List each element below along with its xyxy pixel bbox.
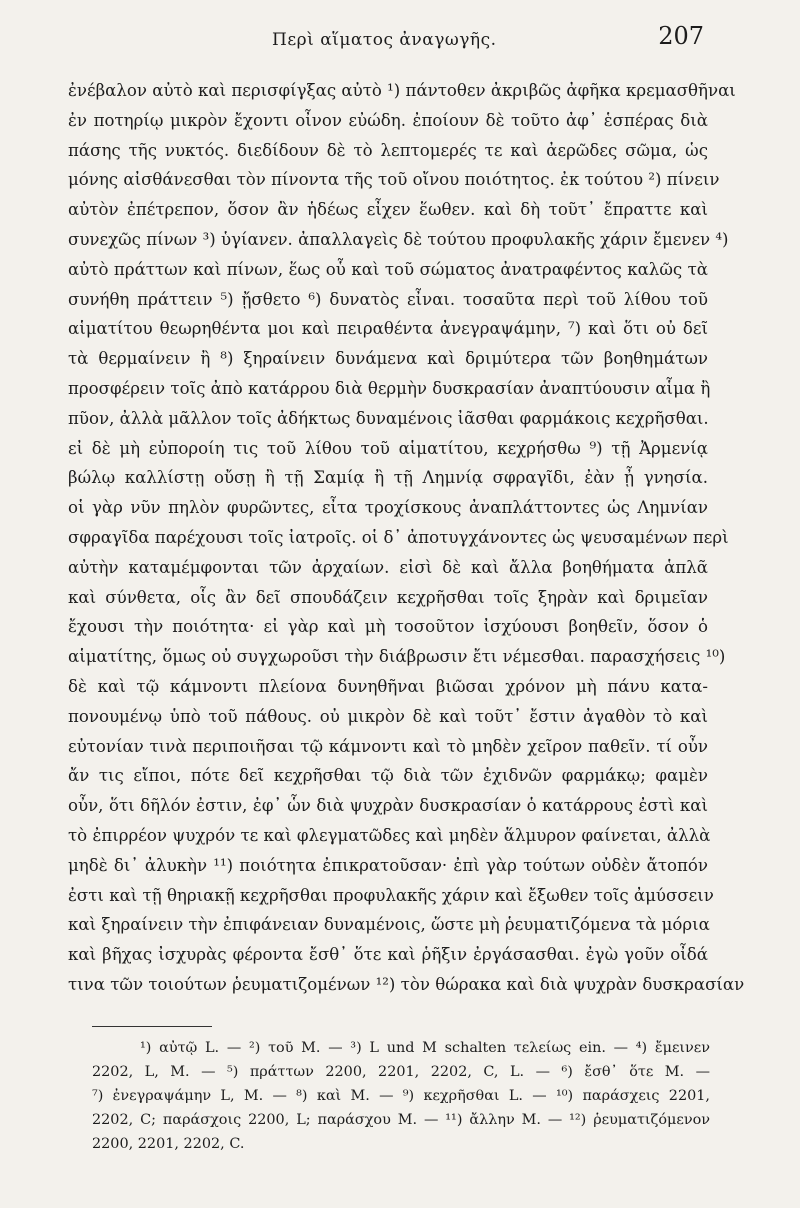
- main-text: [68, 76, 745, 1000]
- text-line: αὐτὸν ἐπέτρεπον, ὅσον ἂν ἡδέως εἶχεν ἕωθεν. καὶ δὴ τοῦτ᾽ ἔπραττε καὶ: [68, 200, 708, 220]
- text-line: οὖν, ὅτι δῆλόν ἐστιν, ἐφ᾽ ὧν διὰ ψυχρὰν δυσκρασίαν ὁ κατάρρους ἐστὶ καὶ: [68, 796, 708, 816]
- text-line: εὐτονίαν τινὰ περιποιῆσαι τῷ κάμνοντι καὶ τὸ μηδὲν χεῖρον παθεῖν. τί οὖν: [68, 736, 708, 756]
- text-line: μηδὲ δι᾽ ἀλυκὴν ¹¹) ποιότητα ἐπικρατοῦσαν· ἐπὶ γὰρ τούτων οὐδὲν ἄτοπόν: [68, 855, 708, 875]
- text-line: καὶ σύνθετα, οἷς ἂν δεῖ σπουδάζειν κεχρῆσθαι τοῖς ξηρὰν καὶ δριμεῖαν: [68, 587, 708, 607]
- text-line: προσφέρειν τοῖς ἀπὸ κατάρρου διὰ θερμὴν δυσκρασίαν ἀναπτύουσιν αἷμα ἢ: [68, 378, 711, 398]
- text-line: καὶ βῆχας ἰσχυρὰς φέροντα ἔσθ᾽ ὅτε καὶ ῥῆξιν ἐργάσασθαι. ἐγὼ γοῦν οἶδά: [68, 945, 708, 965]
- running-head: [92, 22, 712, 58]
- text-line: καὶ ξηραίνειν τὴν ἐπιφάνειαν δυναμένοις, ὥστε μὴ ῥευματιζόμενα τὰ μόρια: [68, 915, 710, 935]
- text-line: ἐστι καὶ τῇ θηριακῇ κεχρῆσθαι προφυλακῆς χάριν καὶ ἔξωθεν τοῖς ἀμύσσειν: [68, 885, 714, 905]
- text-line: συνεχῶς πίνων ³) ὑγίανεν. ἀπαλλαγεὶς δὲ τούτου προφυλακῆς χάριν ἔμενεν ⁴): [68, 229, 729, 249]
- footnote-line: 2202, C; παράσχοις 2200, L; παράσχου M. — ¹¹) ἄλλην M. — ¹²) ῥευματιζόμενον: [92, 1112, 710, 1128]
- text-line: δὲ καὶ τῷ κάμνοντι πλείονα δυνηθῆναι βιῶσαι χρόνον μὴ πάνυ κατα-: [68, 676, 708, 696]
- text-line: πάσης τῆς νυκτός. διεδίδουν δὲ τὸ λεπτομερές τε καὶ ἀερῶδες σῶμα, ὡς: [68, 140, 708, 160]
- footnote-line: ⁷) ἐνεγραψάμην L, M. — ⁸) καὶ M. — ⁹) κεχρῆσθαι L. — ¹⁰) παράσχεις 2201,: [92, 1088, 710, 1104]
- footnote-line: 2202, L, M. — ⁵) πράττων 2200, 2201, 2202, C, L. — ⁶) ἔσθ᾽ ὅτε M. —: [92, 1064, 710, 1080]
- page-number: 207: [658, 22, 704, 50]
- text-line: σφραγῖδα παρέχουσι τοῖς ἰατροῖς. οἱ δ᾽ ἀποτυγχάνοντες ὡς ψευσαμένων περὶ: [68, 527, 729, 547]
- text-line: αὐτὴν καταμέμφονται τῶν ἀρχαίων. εἰσὶ δὲ καὶ ἄλλα βοηθήματα ἁπλᾶ: [68, 557, 708, 577]
- text-line: μόνης αἰσθάνεσθαι τὸν πίνοντα τῆς τοῦ οἴνου ποιότητος. ἐκ τούτου ²) πίνειν: [68, 170, 720, 190]
- text-line: εἰ δὲ μὴ εὐποροίη τις τοῦ λίθου τοῦ αἱματίτου, κεχρήσθω ⁹) τῇ Ἀρμενίᾳ: [68, 438, 708, 458]
- text-line: ἐν ποτηρίῳ μικρὸν ἔχοντι οἶνον εὐώδη. ἐποίουν δὲ τοῦτο ἀφ᾽ ἑσπέρας διὰ: [68, 110, 708, 130]
- text-line: αἱματίτου θεωρηθέντα μοι καὶ πειραθέντα ἀνεγραψάμην, ⁷) καὶ ὅτι οὐ δεῖ: [68, 319, 708, 339]
- footnote-rule: [92, 1026, 212, 1027]
- text-line: αἱματίτης, ὅμως οὐ συγχωροῦσι τὴν διάβρωσιν ἔτι νέμεσθαι. παρασχήσεις ¹⁰): [68, 647, 726, 667]
- text-line: πῦον, ἀλλὰ μᾶλλον τοῖς ἀδήκτως δυναμένοις ἰᾶσθαι φαρμάκοις κεχρῆσθαι.: [68, 408, 709, 428]
- text-line: ἔχουσι τὴν ποιότητα· εἰ γὰρ καὶ μὴ τοσοῦτον ἰσχύουσι βοηθεῖν, ὅσον ὁ: [68, 617, 708, 637]
- text-line: οἱ γὰρ νῦν πηλὸν φυρῶντες, εἶτα τροχίσκους ἀναπλάττοντες ὡς Λημνίαν: [68, 498, 708, 518]
- footnotes: [92, 1036, 710, 1156]
- text-line: αὐτὸ πράττων καὶ πίνων, ἕως οὗ καὶ τοῦ σώματος ἀνατραφέντος καλῶς τὰ: [68, 259, 708, 279]
- text-line: τινα τῶν τοιούτων ῥευματιζομένων ¹²) τὸν θώρακα καὶ διὰ ψυχρὰν δυσκρασίαν: [68, 974, 745, 994]
- footnote-line: ¹) αὐτῷ L. — ²) τοῦ M. — ³) L und M schalten τελείως ein. — ⁴) ἔμεινεν: [140, 1040, 710, 1056]
- text-line: τὰ θερμαίνειν ἢ ⁸) ξηραίνειν δυνάμενα καὶ δριμύτερα τῶν βοηθημάτων: [68, 349, 708, 369]
- text-line: τὸ ἐπιρρέον ψυχρόν τε καὶ φλεγματῶδες καὶ μηδὲν ἅλμυρον φαίνεται, ἀλλὰ: [68, 825, 711, 845]
- text-line: ἄν τις εἴποι, πότε δεῖ κεχρῆσθαι τῷ διὰ τῶν ἐχιδνῶν φαρμάκῳ; φαμὲν: [68, 766, 708, 786]
- text-line: πονουμένῳ ὑπὸ τοῦ πάθους. οὐ μικρὸν δὲ καὶ τοῦτ᾽ ἔστιν ἀγαθὸν τὸ καὶ: [68, 706, 708, 726]
- text-line: συνήθη πράττειν ⁵) ᾔσθετο ⁶) δυνατὸς εἶναι. τοσαῦτα περὶ τοῦ λίθου τοῦ: [68, 289, 708, 309]
- text-line: βώλῳ καλλίστῃ οὔσῃ ἢ τῇ Σαμίᾳ ἢ τῇ Λημνίᾳ σφραγῖδι, ἐὰν ᾖ γνησία.: [68, 468, 708, 488]
- text-line: ἐνέβαλον αὐτὸ καὶ περισφίγξας αὐτὸ ¹) πάντοθεν ἀκριβῶς ἀφῆκα κρεμασθῆναι: [68, 81, 736, 100]
- footnote-line: 2200, 2201, 2202, C.: [92, 1136, 245, 1152]
- running-title: Περὶ αἵματος ἀναγωγῆς.: [272, 30, 497, 50]
